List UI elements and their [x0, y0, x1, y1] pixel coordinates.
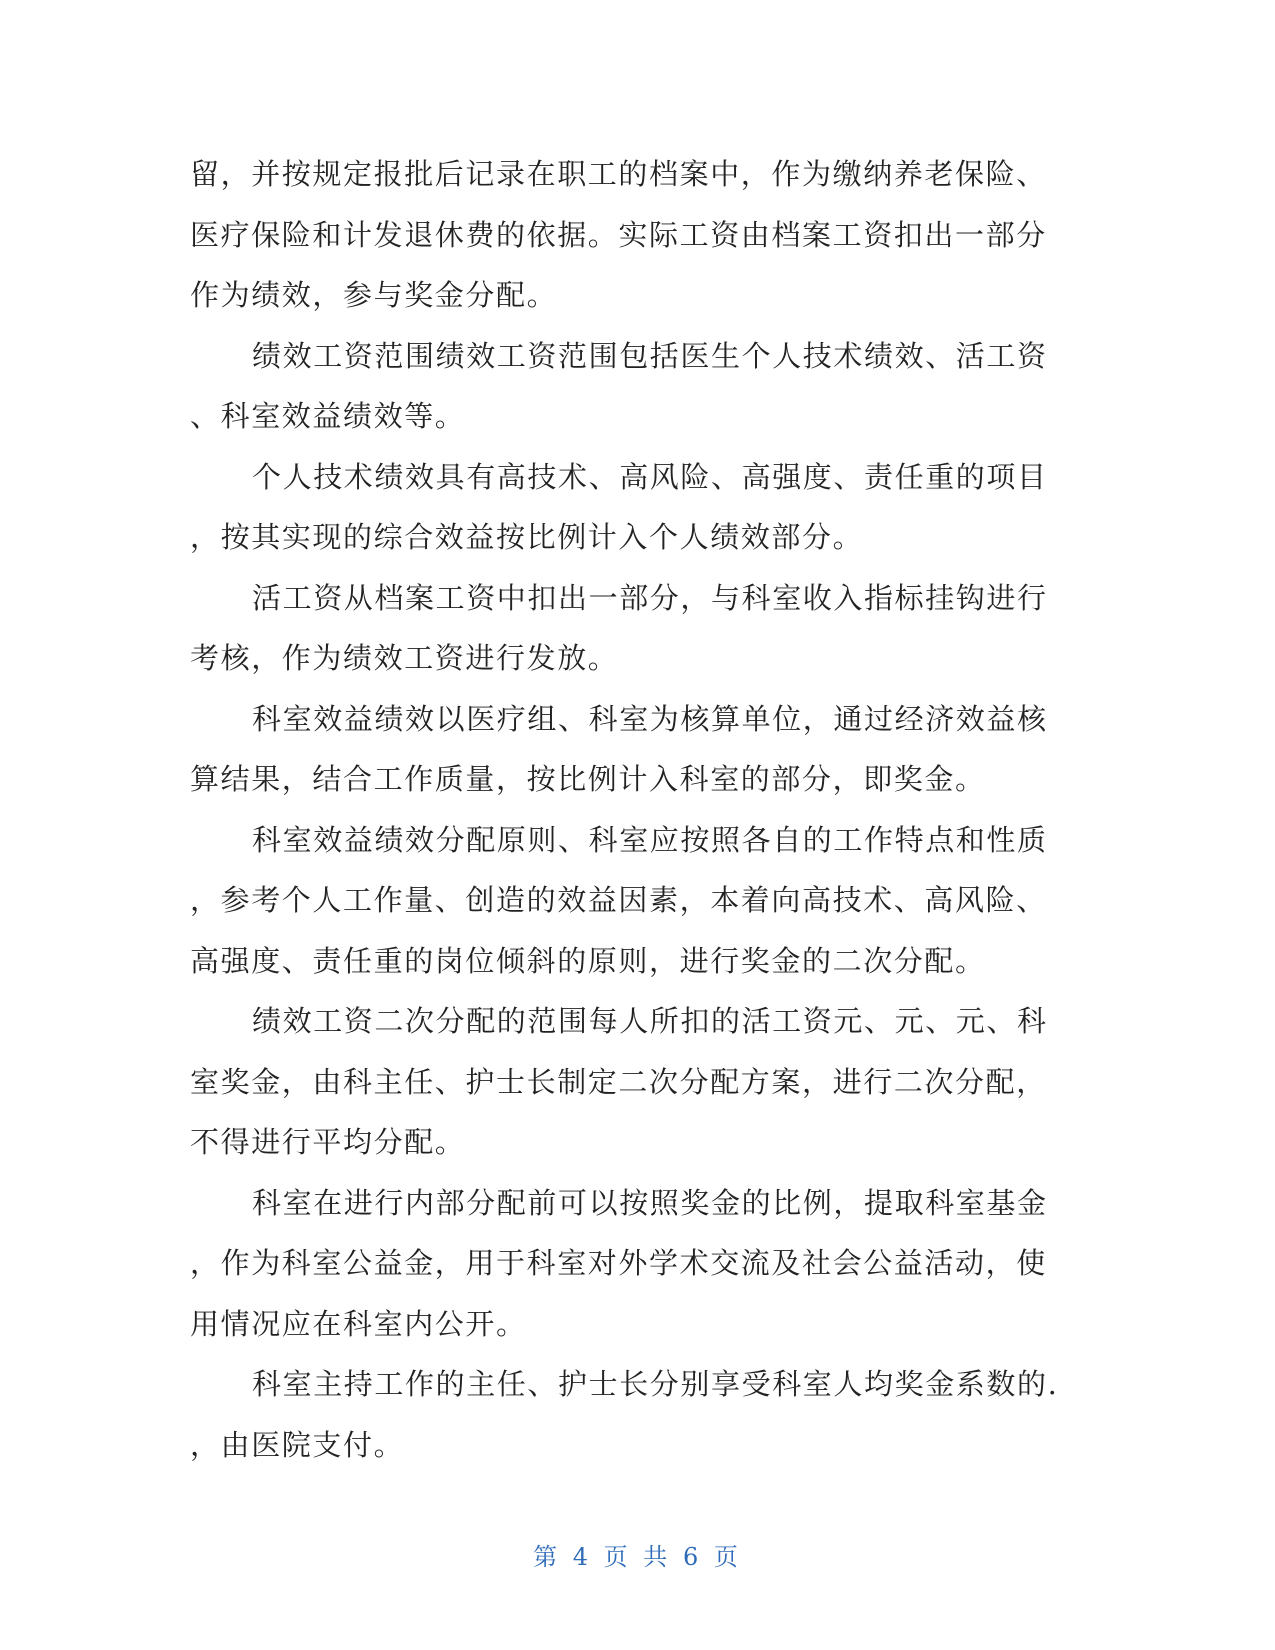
text-line: 作为绩效，参与奖金分配。	[190, 278, 558, 312]
text-line: 绩效工资二次分配的范围每人所扣的活工资元、元、元、科	[252, 1004, 1048, 1038]
text-line: ，作为科室公益金，用于科室对外学术交流及社会公益活动，使	[190, 1246, 1047, 1280]
text-line: 留，并按规定报批后记录在职工的档案中，作为缴纳养老保险、	[190, 157, 1047, 191]
document-body	[190, 144, 1070, 1475]
text-line: 考核，作为绩效工资进行发放。	[190, 641, 619, 675]
text-line: 科室在进行内部分配前可以按照奖金的比例，提取科室基金	[252, 1185, 1048, 1220]
text-line: 、科室效益绩效等。	[190, 399, 466, 433]
text-line: 用情况应在科室内公开。	[190, 1306, 527, 1341]
text-line: 科室主持工作的主任、护士长分别享受科室人均奖金系数的.	[252, 1367, 1059, 1401]
text-line: ，按其实现的综合效益按比例计入个人绩效部分。	[190, 520, 864, 554]
text-line: 活工资从档案工资中扣出一部分，与科室收入指标挂钩进行	[252, 580, 1048, 615]
text-line: 医疗保险和计发退休费的依据。实际工资由档案工资扣出一部分	[190, 217, 1047, 252]
page-footer: 第 4 页 共 6 页	[533, 1543, 742, 1571]
text-line: 算结果，结合工作质量，按比例计入科室的部分，即奖金。	[190, 762, 986, 796]
text-line: 科室效益绩效以医疗组、科室为核算单位，通过经济效益核	[252, 701, 1048, 736]
text-line: 科室效益绩效分配原则、科室应按照各自的工作特点和性质	[252, 822, 1048, 857]
text-line: 不得进行平均分配。	[190, 1125, 466, 1159]
text-line: 室奖金，由科主任、护士长制定二次分配方案，进行二次分配，	[190, 1064, 1047, 1099]
text-line: 绩效工资范围绩效工资范围包括医生个人技术绩效、活工资	[252, 338, 1048, 373]
text-line: 个人技术绩效具有高技术、高风险、高强度、责任重的项目	[252, 459, 1048, 494]
text-line: ，参考个人工作量、创造的效益因素，本着向高技术、高风险、	[190, 883, 1047, 917]
text-line: ，由医院支付。	[190, 1427, 405, 1462]
text-line: 高强度、责任重的岗位倾斜的原则，进行奖金的二次分配。	[190, 943, 986, 978]
